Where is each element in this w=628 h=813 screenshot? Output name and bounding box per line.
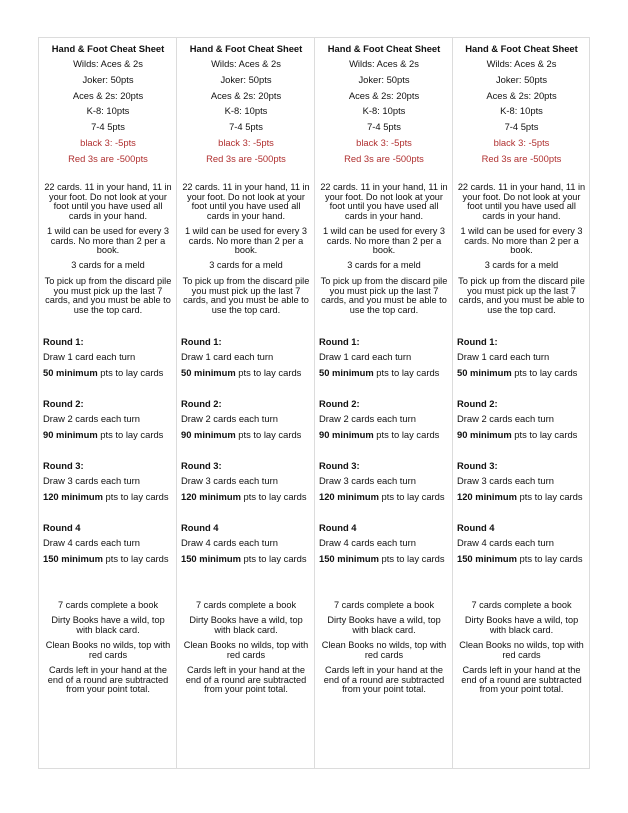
round-heading: Round 2: — [319, 398, 360, 409]
book-rule: 7 cards complete a book — [57, 600, 159, 610]
round-heading: Round 4 — [43, 522, 81, 533]
round-heading: Round 1: — [319, 336, 360, 347]
book-rule: Clean Books no wilds, top with red cards — [459, 640, 584, 660]
book-rule: Dirty Books have a wild, top with black card. — [189, 615, 303, 635]
minimum-suffix: pts to lay cards — [373, 367, 440, 378]
round-draw: Draw 4 cards each turn — [457, 537, 554, 548]
minimum-points: 90 minimum — [181, 429, 236, 440]
round-draw: Draw 3 cards each turn — [43, 475, 140, 486]
scoring-line: K-8: 10pts — [362, 105, 406, 116]
round-draw: Draw 4 cards each turn — [43, 537, 140, 548]
round-draw: Draw 3 cards each turn — [457, 475, 554, 486]
book-rule: Cards left in your hand at the end of a round are subtracted from your point total. — [323, 665, 445, 695]
book-rule: Dirty Books have a wild, top with black card. — [327, 615, 441, 635]
round-heading: Round 2: — [181, 398, 222, 409]
minimum-suffix: pts to lay cards — [373, 429, 440, 440]
minimum-points: 90 minimum — [319, 429, 374, 440]
round-draw: Draw 2 cards each turn — [181, 413, 278, 424]
round-minimum — [319, 491, 445, 502]
minimum-points: 150 minimum — [319, 553, 379, 564]
minimum-points: 120 minimum — [181, 491, 241, 502]
round-minimum — [319, 367, 439, 378]
rule-paragraph: 1 wild can be used for every 3 cards. No more than 2 per a book. — [46, 226, 170, 256]
rule-paragraph: To pick up from the discard pile you must pick up the last 7 cards, and you must be able to use the top card. — [44, 276, 172, 315]
round-heading: Round 1: — [457, 336, 498, 347]
book-rule: Clean Books no wilds, top with red cards — [183, 640, 309, 660]
round-minimum — [43, 429, 163, 440]
round-minimum — [181, 491, 307, 502]
minimum-suffix: pts to lay cards — [516, 553, 583, 564]
round-minimum — [457, 367, 577, 378]
minimum-points: 120 minimum — [43, 491, 103, 502]
scoring-line: Wilds: Aces & 2s — [211, 58, 281, 69]
scoring-line: K-8: 10pts — [224, 105, 268, 116]
minimum-points: 150 minimum — [457, 553, 517, 564]
scoring-line: K-8: 10pts — [86, 105, 130, 116]
penalty-line: black 3: -5pts — [356, 137, 412, 148]
rule-paragraph: 3 cards for a meld — [209, 260, 283, 270]
round-draw: Draw 2 cards each turn — [457, 413, 554, 424]
minimum-points: 90 minimum — [43, 429, 98, 440]
round-minimum — [43, 553, 169, 564]
book-rule: Dirty Books have a wild, top with black card. — [464, 615, 579, 635]
scoring-line: Aces & 2s: 20pts — [210, 90, 282, 101]
penalty-line: Red 3s are -500pts — [68, 153, 148, 164]
round-heading: Round 3: — [43, 460, 84, 471]
minimum-suffix: pts to lay cards — [102, 553, 169, 564]
scoring-line: Aces & 2s: 20pts — [72, 90, 144, 101]
round-heading: Round 1: — [181, 336, 222, 347]
minimum-suffix: pts to lay cards — [97, 367, 164, 378]
minimum-suffix: pts to lay cards — [516, 491, 583, 502]
minimum-suffix: pts to lay cards — [240, 491, 307, 502]
scoring-line: 7-4 5pts — [91, 121, 125, 132]
scoring-line: 7-4 5pts — [229, 121, 263, 132]
scoring-line: Aces & 2s: 20pts — [486, 90, 557, 101]
scoring-line: Joker: 50pts — [495, 74, 548, 85]
book-rule: Cards left in your hand at the end of a round are subtracted from your point total. — [47, 665, 169, 695]
card-title: Hand & Foot Cheat Sheet — [51, 43, 165, 54]
rule-paragraph: To pick up from the discard pile you must pick up the last 7 cards, and you must be able to use the top card. — [182, 276, 310, 315]
round-heading: Round 3: — [181, 460, 222, 471]
scoring-line: K-8: 10pts — [500, 105, 543, 116]
scoring-line: 7-4 5pts — [367, 121, 401, 132]
round-heading: Round 3: — [319, 460, 360, 471]
round-draw: Draw 2 cards each turn — [43, 413, 140, 424]
rule-paragraph: To pick up from the discard pile you must pick up the last 7 cards, and you must be able to use the top card. — [320, 276, 448, 315]
penalty-line: Red 3s are -500pts — [344, 153, 424, 164]
book-rule: 7 cards complete a book — [195, 600, 297, 610]
round-minimum — [457, 429, 577, 440]
round-draw: Draw 1 card each turn — [181, 351, 274, 362]
cheat-sheet-card — [38, 38, 176, 768]
round-heading: Round 4 — [457, 522, 495, 533]
rule-paragraph: 1 wild can be used for every 3 cards. No more than 2 per a book. — [184, 226, 308, 256]
round-minimum — [43, 491, 169, 502]
round-heading: Round 3: — [457, 460, 498, 471]
minimum-points: 50 minimum — [457, 367, 512, 378]
minimum-suffix: pts to lay cards — [378, 491, 445, 502]
scoring-line: Joker: 50pts — [220, 74, 272, 85]
rule-paragraph: 22 cards. 11 in your hand, 11 in your foot. Do not look at your foot until you have used all cards in your hand. — [320, 182, 448, 221]
card-title: Hand & Foot Cheat Sheet — [189, 43, 303, 54]
card-title: Hand & Foot Cheat Sheet — [327, 43, 441, 54]
book-rule: Clean Books no wilds, top with red cards — [321, 640, 447, 660]
minimum-points: 120 minimum — [457, 491, 517, 502]
rule-paragraph: 1 wild can be used for every 3 cards. No more than 2 per a book. — [322, 226, 446, 256]
minimum-suffix: pts to lay cards — [97, 429, 164, 440]
book-rule: Cards left in your hand at the end of a round are subtracted from your point total. — [461, 665, 582, 695]
round-minimum — [181, 429, 301, 440]
round-minimum — [457, 553, 583, 564]
round-draw: Draw 4 cards each turn — [319, 537, 416, 548]
minimum-suffix: pts to lay cards — [235, 367, 302, 378]
minimum-points: 150 minimum — [181, 553, 241, 564]
book-rule: 7 cards complete a book — [471, 600, 572, 610]
scoring-line: Wilds: Aces & 2s — [486, 58, 557, 69]
penalty-line: black 3: -5pts — [218, 137, 274, 148]
minimum-points: 150 minimum — [43, 553, 103, 564]
minimum-points: 50 minimum — [319, 367, 374, 378]
minimum-suffix: pts to lay cards — [240, 553, 307, 564]
minimum-suffix: pts to lay cards — [511, 429, 578, 440]
book-rule: Clean Books no wilds, top with red cards — [45, 640, 171, 660]
scoring-line: Joker: 50pts — [358, 74, 410, 85]
scoring-line: Wilds: Aces & 2s — [349, 58, 419, 69]
round-heading: Round 2: — [457, 398, 498, 409]
card-title: Hand & Foot Cheat Sheet — [465, 43, 578, 54]
book-rule: Dirty Books have a wild, top with black card. — [51, 615, 165, 635]
round-minimum — [181, 553, 307, 564]
rule-paragraph: 22 cards. 11 in your hand, 11 in your foot. Do not look at your foot until you have used all cards in your hand. — [44, 182, 172, 221]
penalty-line: Red 3s are -500pts — [481, 153, 562, 164]
round-draw: Draw 3 cards each turn — [181, 475, 278, 486]
rule-paragraph: 22 cards. 11 in your hand, 11 in your foot. Do not look at your foot until you have used all cards in your hand. — [182, 182, 310, 221]
minimum-suffix: pts to lay cards — [378, 553, 445, 564]
minimum-points: 50 minimum — [43, 367, 98, 378]
round-minimum — [319, 429, 439, 440]
round-minimum — [43, 367, 163, 378]
book-rule: Cards left in your hand at the end of a round are subtracted from your point total. — [185, 665, 307, 695]
rule-paragraph: 1 wild can be used for every 3 cards. No more than 2 per a book. — [460, 226, 583, 256]
round-draw: Draw 4 cards each turn — [181, 537, 278, 548]
minimum-suffix: pts to lay cards — [102, 491, 169, 502]
scoring-line: Joker: 50pts — [82, 74, 134, 85]
rule-paragraph: 22 cards. 11 in your hand, 11 in your foot. Do not look at your foot until you have used all cards in your hand. — [457, 182, 586, 221]
minimum-suffix: pts to lay cards — [511, 367, 578, 378]
minimum-points: 120 minimum — [319, 491, 379, 502]
rule-paragraph: To pick up from the discard pile you must pick up the last 7 cards, and you must be able to use the top card. — [458, 276, 585, 315]
round-heading: Round 1: — [43, 336, 84, 347]
scoring-line: Aces & 2s: 20pts — [348, 90, 420, 101]
rule-paragraph: 3 cards for a meld — [347, 260, 421, 270]
round-draw: Draw 3 cards each turn — [319, 475, 416, 486]
scoring-line: 7-4 5pts — [504, 121, 539, 132]
book-rule: 7 cards complete a book — [333, 600, 435, 610]
round-draw: Draw 1 card each turn — [43, 351, 136, 362]
cheat-sheet-card — [452, 38, 590, 768]
round-heading: Round 2: — [43, 398, 84, 409]
scoring-line: Wilds: Aces & 2s — [73, 58, 143, 69]
round-minimum — [181, 367, 301, 378]
minimum-suffix: pts to lay cards — [235, 429, 302, 440]
round-draw: Draw 1 card each turn — [319, 351, 412, 362]
penalty-line: Red 3s are -500pts — [206, 153, 286, 164]
round-minimum — [319, 553, 445, 564]
cheat-sheet-card — [314, 38, 452, 768]
penalty-line: black 3: -5pts — [80, 137, 136, 148]
minimum-points: 50 minimum — [181, 367, 236, 378]
round-heading: Round 4 — [181, 522, 219, 533]
round-heading: Round 4 — [319, 522, 357, 533]
rule-paragraph: 3 cards for a meld — [484, 260, 559, 270]
round-draw: Draw 1 card each turn — [457, 351, 550, 362]
round-minimum — [457, 491, 583, 502]
round-draw: Draw 2 cards each turn — [319, 413, 416, 424]
cheat-sheet-page — [38, 37, 590, 769]
cheat-sheet-card — [176, 38, 314, 768]
rule-paragraph: 3 cards for a meld — [71, 260, 145, 270]
penalty-line: black 3: -5pts — [493, 137, 550, 148]
minimum-points: 90 minimum — [457, 429, 512, 440]
